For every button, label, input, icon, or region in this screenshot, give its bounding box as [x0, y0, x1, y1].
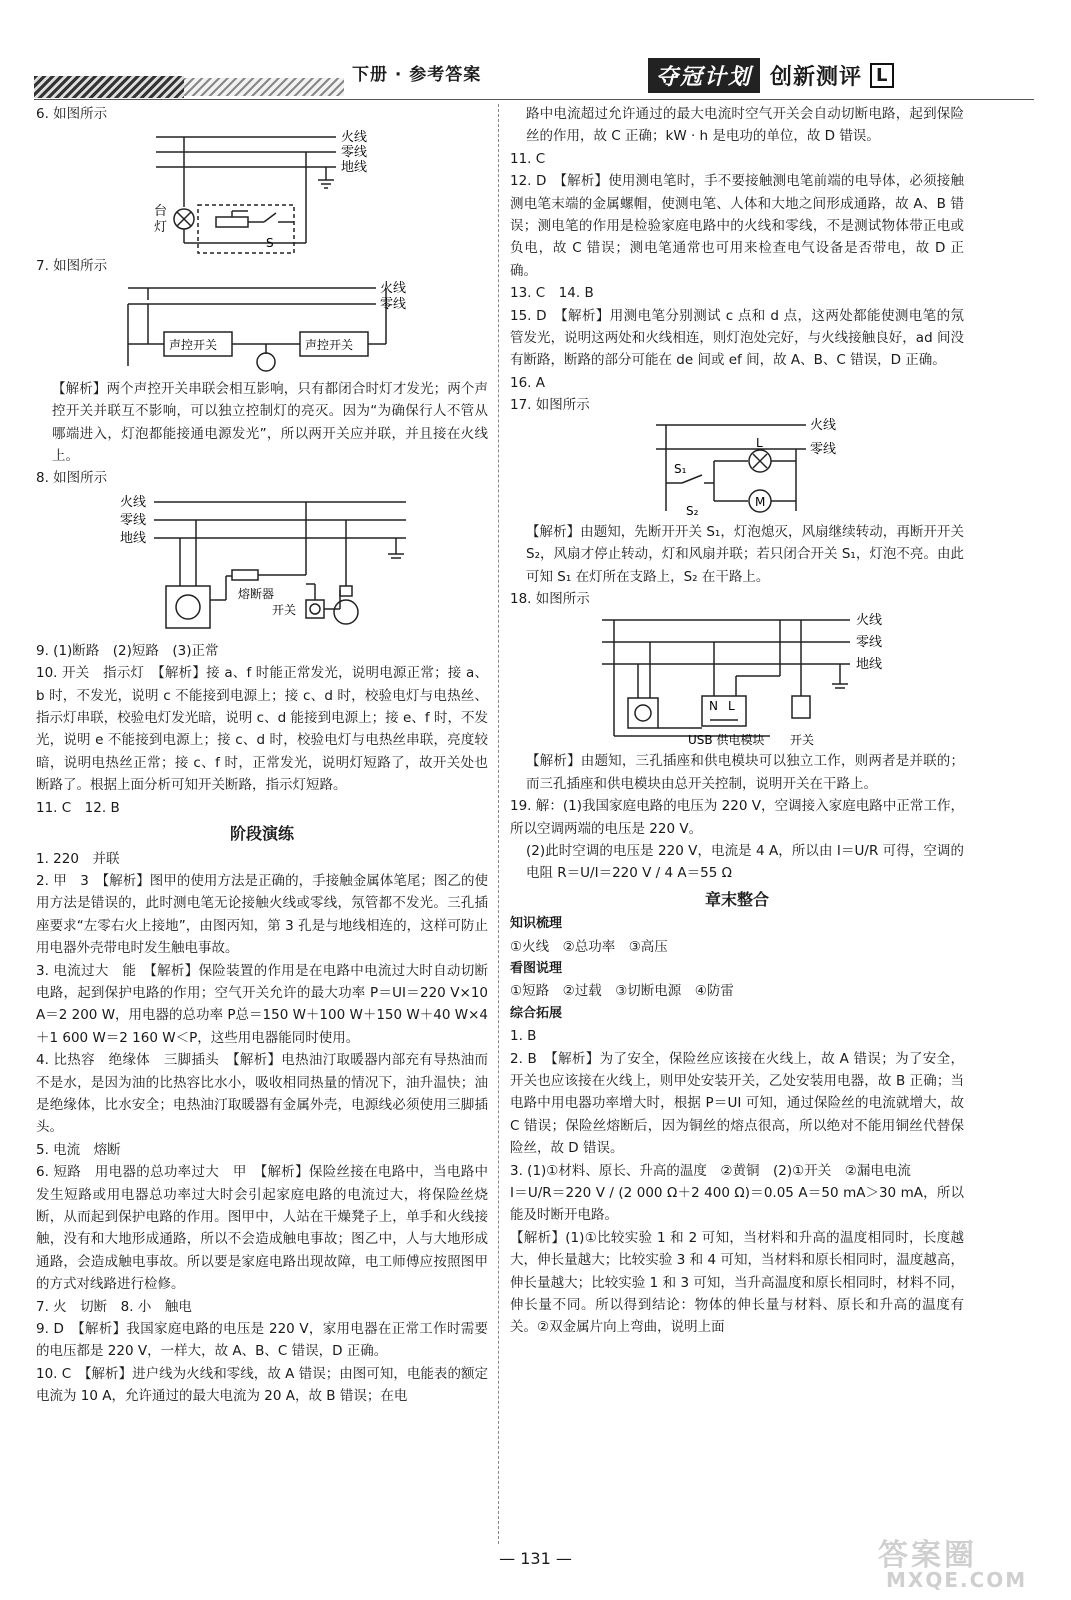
- answer-r16: 16. A: [510, 374, 545, 391]
- figure-18: [510, 610, 964, 750]
- svg-text:火线: 火线: [856, 613, 883, 629]
- svg-text:S₁: S₁: [674, 461, 687, 476]
- extension-answer-1: 1. B: [510, 1028, 537, 1045]
- answer-r19-part2: (2)此时空调的电压是 220 V，电流是 4 A，所以由 I＝U/R 可得，空调的电阻 R＝U/I＝220 V / 4 A＝55 Ω: [526, 842, 964, 882]
- stage-answer-1: 1. 220 并联: [36, 850, 120, 867]
- svg-text:地线: 地线: [120, 530, 147, 546]
- answer-r15: 15. D 【解析】用测电笔分别测试 c 点和 d 点，这两处都能使测电笔的氖管发光，说明这两处和火线相连，则灯泡处完好，与火线接触良好，ad 间没有断路，断路的部分可能在 de 间或 ef 间，故 A、B、C 错误，D 正确。: [510, 307, 964, 369]
- svg-text:零线: 零线: [380, 296, 407, 312]
- right-column: [510, 103, 964, 1339]
- answer-r19-part1: 19. 解：(1)我国家庭电路的电压为 220 V，空调接入家庭电路中正常工作，所以空调两端的电压是 220 V。: [510, 798, 964, 837]
- svg-text:火线: 火线: [120, 494, 147, 510]
- svg-text:开关: 开关: [790, 733, 815, 748]
- answer-9: 9. (1)断路 (2)短路 (3)正常: [36, 642, 219, 659]
- figure-6: [36, 125, 488, 255]
- svg-text:声控开关: 声控开关: [169, 337, 218, 352]
- extension-heading: 综合拓展: [510, 1005, 563, 1021]
- section-title-chapter: 章末整合: [704, 889, 769, 909]
- page-header: [0, 0, 1071, 105]
- svg-text:火线: 火线: [341, 130, 368, 146]
- svg-text:零线: 零线: [856, 635, 883, 651]
- extension-answer-3: 3. (1)①材料、原长、升高的温度 ②黄铜 (2)①开关 ②漏电电流: [510, 1162, 911, 1179]
- column-divider: [498, 104, 499, 1544]
- stage-answer-10: 10. C 【解析】进户线为火线和零线，故 A 错误；由图可知，电能表的额定电流为 10 A，允许通过的最大电流为 20 A，故 B 错误；在电: [36, 1365, 488, 1405]
- picture-heading: 看图说理: [510, 960, 563, 976]
- answer-r18: 18. 如图所示: [510, 590, 590, 607]
- svg-text:零线: 零线: [341, 145, 368, 161]
- stage-answer-7-8: 7. 火 切断 8. 小 触电: [36, 1298, 192, 1315]
- svg-text:地线: 地线: [856, 657, 883, 673]
- svg-text:灯: 灯: [154, 220, 168, 236]
- figure-7: [36, 278, 488, 378]
- svg-text:N: N: [709, 699, 718, 714]
- answer-17-analysis: 【解析】由题知，先断开开关 S₁，灯泡熄灭，风扇继续转动，再断开开关 S₂，风扇才停止转动，灯和风扇并联；若只闭合开关 S₁，灯泡不亮。由此可知 S₁ 在灯所在支路上，S₂ 在干路上。: [526, 523, 964, 585]
- stage-answer-5: 5. 电流 熔断: [36, 1141, 121, 1158]
- header-rule: [34, 99, 1034, 100]
- watermark-url: MXQE.COM: [886, 1568, 1028, 1592]
- left-column: [36, 103, 488, 1408]
- picture-answers: ①短路 ②过载 ③切断电源 ④防雷: [510, 983, 734, 1000]
- brand-logo: [648, 56, 894, 94]
- answer-r12: 12. D 【解析】使用测电笔时，手不要接触测电笔前端的电导体，必须接触测电笔末端的金属螺帽，使测电笔、人体和大地之间形成通路，故 A、B 错误；测电笔的作用是检验家庭电路中的火线和零线，不是测试物体带正电或负电，故 C 错误；测电笔通常也可用来检查电气设备是否带电，故 D 正确。: [510, 173, 964, 279]
- brand-main: 夺冠计划: [648, 58, 760, 93]
- answer-18-analysis: 【解析】由题知，三孔插座和供电模块可以独立工作，则两者是并联的；而三孔插座和供电模块由总开关控制，说明开关在干路上。: [526, 753, 964, 792]
- stage-answer-3: 3. 电流过大 能 【解析】保险装置的作用是在电路中电流过大时自动切断电路，起到保护电路的作用；空气开关允许的最大功率 P＝UI＝220 V×10 A＝2 200 W，用电器的总功率 P总＝150 W＋100 W＋150 W＋40 W×4＋1 600 W＝2 160 W＜P，这些用电器能同时使用。: [36, 962, 488, 1046]
- answer-6: 6. 如图所示: [36, 106, 108, 122]
- edition-badge: L: [870, 63, 893, 88]
- svg-text:声控开关: 声控开关: [305, 337, 354, 352]
- answer-r11: 11. C: [510, 150, 546, 167]
- answer-10-continued: 路中电流超过允许通过的最大电流时空气开关会自动切断电路，起到保险丝的作用，故 C 正确；kW · h 是电功的单位，故 D 错误。: [526, 106, 964, 145]
- watermark-logo: 答案圈: [878, 1538, 977, 1573]
- extension-answer-2: 2. B 【解析】为了安全，保险丝应该接在火线上，故 A 错误；为了安全，开关也应该接在火线上，则甲处安装开关，乙处安装用电器，故 B 正确；当电路中用电器功率增大时，根据 P＝UI 可知，通过保险丝的电流就增大，故 C 错误；保险丝熔断后，因为铜丝的熔点很高，所以绝对不能用铜丝代替保险丝，故 D 错误。: [510, 1050, 964, 1157]
- answer-11-12: 11. C 12. B: [36, 799, 120, 816]
- svg-text:开关: 开关: [272, 602, 297, 617]
- svg-text:台: 台: [154, 204, 168, 220]
- stage-answer-9: 9. D 【解析】我国家庭电路的电压是 220 V，家用电器在正常工作时需要的电压都是 220 V，一样大，故 A、B、C 错误，D 正确。: [36, 1321, 488, 1360]
- answer-7: 7. 如图所示: [36, 258, 108, 275]
- header-stripe-light: [184, 78, 344, 96]
- answer-7-analysis: 【解析】两个声控开关串联会相互影响，只有都闭合时灯才发光；两个声控开关并联互不影响，可以独立控制灯的亮灭。因为“为确保行人不管从哪端进入，灯泡都能接通电源发光”，所以两开关应并联，并且接在火线上。: [52, 380, 488, 465]
- svg-text:零线: 零线: [120, 512, 147, 528]
- header-title: 下册 · 参考答案: [352, 65, 482, 85]
- answer-r13-14: 13. C 14. B: [510, 285, 594, 302]
- header-stripe: [34, 76, 184, 98]
- svg-text:USB 供电模块: USB 供电模块: [688, 733, 765, 748]
- stage-answer-6: 6. 短路 用电器的总功率过大 甲 【解析】保险丝接在电路中，当电路中发生短路或用电器总功率过大时会引起家庭电路的电流过大，将保险丝烧断，从而起到保护电路的作用。图甲中，人站在干燥凳子上，单手和火线接触，没有和大地形成通路，所以不会造成触电事故；图乙中，人与大地形成通路，会造成触电事故。所以要是家庭电路出现故障，电工师傅应按照图甲的方式对线路进行检修。: [36, 1164, 488, 1293]
- svg-text:零线: 零线: [810, 441, 837, 457]
- extension-answer-3-analysis: 【解析】(1)①比较实验 1 和 2 可知，当材料和升高的温度相同时，长度越大，伸长量越大；比较实验 3 和 4 可知，当材料和原长相同时，温度越高，伸长量越大；比较实验 1 和 3 可知，当升高温度和原长相同时，材料不同，伸长量不同。所以得到结论：物体的伸长量与材料、原长和升高的温度有关。②双金属片向上弯曲，说明上面: [510, 1229, 964, 1336]
- answer-8: 8. 如图所示: [36, 470, 108, 487]
- answer-10: 10. 开关 指示灯 【解析】接 a、f 时能正常发光，说明电源正常；接 a、b 时，不发光，说明 c 不能接到电源上；接 c、d 时，校验电灯与电热丝、指示灯串联，校验电灯发光暗，说明 c、d 能接到电源上；接 e、f 时，不发光，说明 e 不能接到电源上；接 c、d 时，校验电灯与电热丝串联，亮度较暗，说明电热丝正常；接 c、f 时，正常发光，说明灯短路了，故开关处也断路了。根据上面分析可知开关断路，指示灯短路。: [36, 665, 488, 794]
- svg-text:火线: 火线: [380, 280, 407, 296]
- svg-text:火线: 火线: [810, 417, 837, 433]
- svg-text:S₂: S₂: [686, 503, 699, 518]
- figure-17: [510, 417, 964, 521]
- extension-answer-3-formula: I＝U/R＝220 V / (2 000 Ω＋2 400 Ω)＝0.05 A＝50 mA＞30 mA，所以能及时断开电路。: [510, 1185, 964, 1224]
- svg-text:地线: 地线: [341, 160, 368, 176]
- page-number: — 131 —: [499, 1549, 572, 1568]
- section-title-stage: 阶段演练: [229, 824, 294, 844]
- svg-text:S: S: [266, 236, 274, 251]
- stage-answer-2: 2. 甲 3 【解析】图甲的使用方法是正确的，手接触金属体笔尾；图乙的使用方法是错误的，此时测电笔无论接触火线或零线，氖管都不发光。三孔插座要求“左零右火上接地”，由图丙知，第 3 孔是与地线相连的，这样可防止用电器外壳带电时发生触电事故。: [36, 872, 488, 957]
- answer-r17: 17. 如图所示: [510, 397, 590, 414]
- figure-8: [36, 490, 488, 640]
- svg-text:L: L: [728, 699, 735, 714]
- stage-answer-4: 4. 比热容 绝缘体 三脚插头 【解析】电热油汀取暖器内部充有导热油而不是水，是因为油的比热容比水小，吸收相同热量的情况下，油升温快；油是绝缘体，比水安全；电热油汀取暖器有金属外壳，电源线必须使用三脚插头。: [36, 1052, 488, 1136]
- svg-text:M: M: [755, 494, 766, 509]
- svg-text:熔断器: 熔断器: [238, 586, 275, 601]
- brand-sub: 创新测评: [770, 64, 863, 90]
- knowledge-heading: 知识梳理: [510, 916, 563, 932]
- knowledge-answers: ①火线 ②总功率 ③高压: [510, 938, 668, 955]
- svg-text:L: L: [756, 435, 763, 450]
